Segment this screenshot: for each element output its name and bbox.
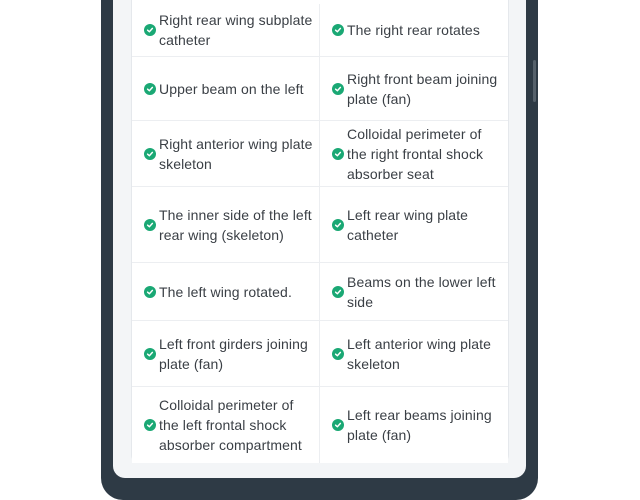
item-label: The inner side of the left rear wing (skeleton): [159, 206, 312, 243]
check-circle-icon: [144, 24, 156, 36]
check-circle-icon: [144, 219, 156, 231]
item-label: Colloidal perimeter of the right frontal shock absorber seat: [347, 125, 484, 182]
item-label: Colloidal perimeter of the left frontal shock absorber compartment: [159, 397, 302, 453]
check-circle-icon: [144, 148, 156, 160]
list-item: [320, 321, 508, 387]
check-circle-icon: [332, 419, 344, 431]
item-label: Upper beam on the left: [159, 80, 304, 97]
check-circle-icon: [332, 24, 344, 36]
item-label: Left rear wing plate catheter: [347, 206, 469, 243]
item-label: The right rear rotates: [347, 22, 480, 38]
item-label: Right rear wing subplate catheter: [159, 12, 313, 48]
inspection-list-card: [131, 0, 509, 463]
check-circle-icon: [332, 83, 344, 95]
check-circle-icon: [144, 348, 156, 360]
list-item: [320, 263, 508, 321]
item-label: Beams on the lower left side: [347, 273, 496, 310]
check-circle-icon: [332, 286, 344, 298]
scrollbar[interactable]: [533, 60, 536, 102]
item-label: Left anterior wing plate skeleton: [347, 335, 492, 372]
list-item: [320, 4, 508, 57]
item-label: Right front beam joining plate (fan): [347, 70, 498, 107]
check-circle-icon: [144, 83, 156, 95]
list-item: [132, 387, 320, 463]
list-item: [320, 121, 508, 187]
list-item: [132, 263, 320, 321]
check-circle-icon: [144, 286, 156, 298]
list-item: [132, 57, 320, 121]
item-label: Left rear beams joining plate (fan): [347, 407, 492, 443]
list-item: [132, 321, 320, 387]
item-label: Right anterior wing plate skeleton: [159, 135, 313, 172]
check-circle-icon: [332, 348, 344, 360]
item-label: Left front girders joining plate (fan): [159, 335, 308, 372]
item-label: The left wing rotated.: [159, 283, 292, 300]
check-circle-icon: [332, 148, 344, 160]
list-item: [320, 187, 508, 263]
check-circle-icon: [332, 219, 344, 231]
list-item: [320, 387, 508, 463]
list-item: [320, 57, 508, 121]
list-item: [132, 187, 320, 263]
list-item: [132, 4, 320, 57]
list-item: [132, 121, 320, 187]
check-circle-icon: [144, 419, 156, 431]
